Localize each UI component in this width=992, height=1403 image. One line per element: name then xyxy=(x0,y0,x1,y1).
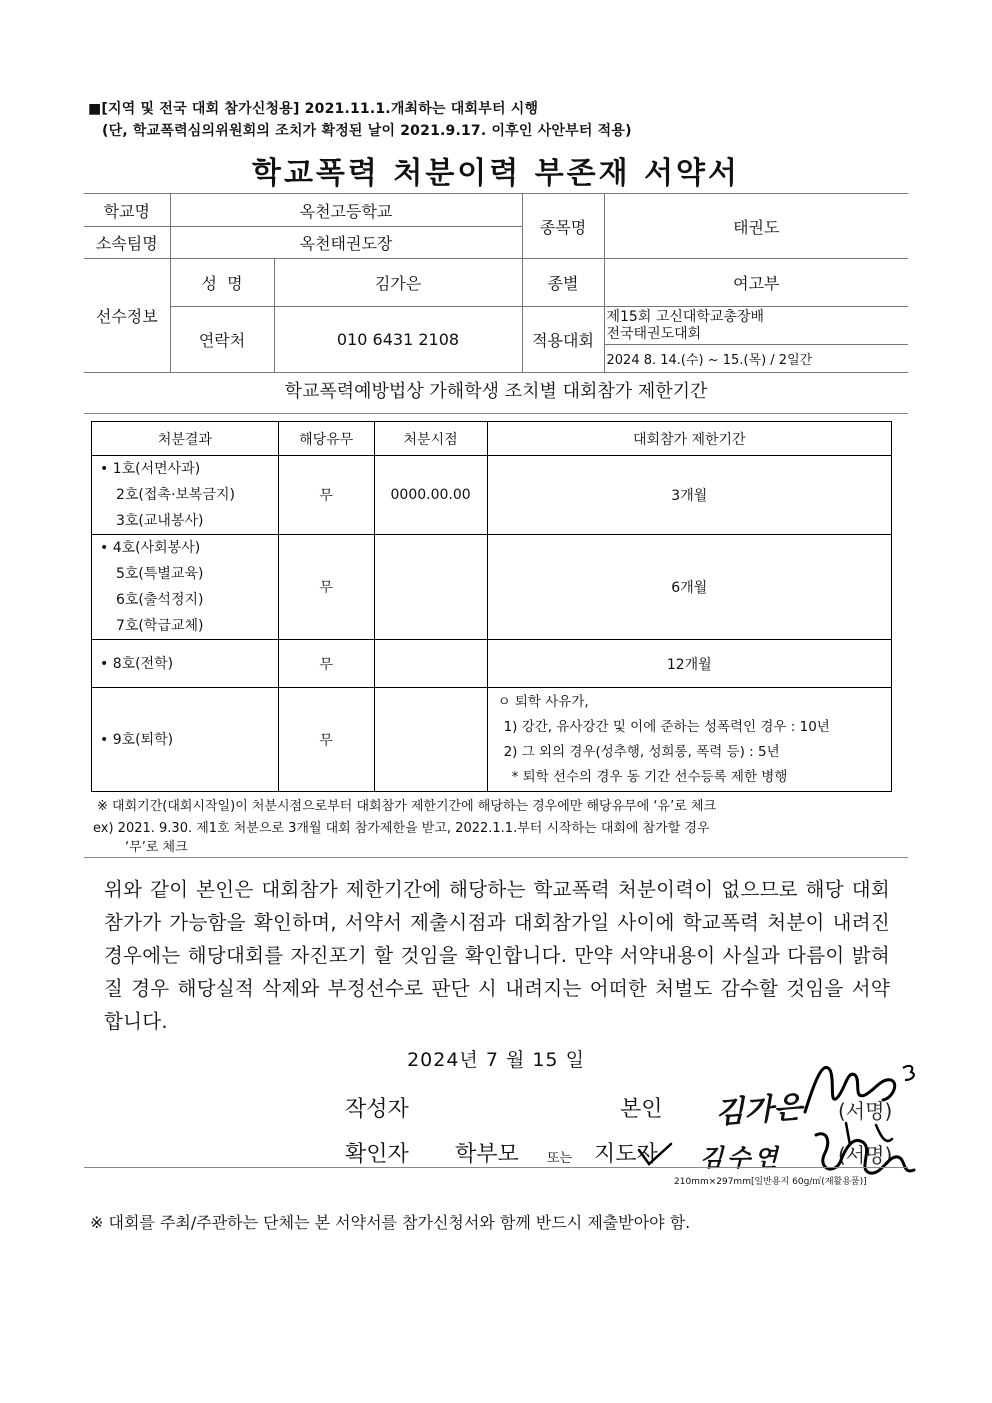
pledge-date: 2024년 7 월 15 일 xyxy=(407,1049,585,1071)
date-cell xyxy=(374,640,487,688)
seal-label-2: (서명) xyxy=(838,1143,893,1167)
signature-mark-1 xyxy=(795,1050,935,1125)
competition-name xyxy=(604,307,908,345)
date-cell xyxy=(374,535,487,640)
period-cell: 6개월 xyxy=(487,535,891,640)
note-2: ex) 2021. 9.30. 제1호 처분으로 3개월 대회 참가제한을 받고, 2022.1.1.부터 시작하는 대회에 참가할 경우 xyxy=(93,821,710,836)
note-3: ‘무’로 체크 xyxy=(125,840,188,855)
event-value: 태권도 xyxy=(604,194,908,259)
expulsion-note: * 퇴학 선수의 경우 동 기간 선수등록 제한 병행 xyxy=(511,768,788,785)
event-label: 종목명 xyxy=(522,194,604,259)
list-item: 2호(접촉·보복금지) xyxy=(116,487,235,503)
athlete-info-label: 선수정보 xyxy=(84,259,170,373)
team-value: 옥천태권도장 xyxy=(170,227,522,259)
table-row xyxy=(92,640,892,688)
footer-note: ※ 대회를 주최/주관하는 단체는 본 서약서를 참가신청서와 함께 반드시 제출받아야 함. xyxy=(90,1213,691,1232)
expulsion-reason: ㅇ 퇴학 사유가, xyxy=(497,693,589,710)
competition-name-line-1: 제15회 고신대학교총장배 xyxy=(606,308,765,325)
period-cell xyxy=(487,688,891,792)
document-title: 학교폭력 처분이력 부존재 서약서 xyxy=(251,156,741,191)
notice-line-2: (단, 학교폭력심의위원회의 조치가 확정된 날이 2021.9.17. 이후인 사안부터 적용) xyxy=(102,123,632,139)
note-1: ※ 대회기간(대회시작일)이 처분시점으로부터 대회참가 제한기간에 해당하는 경우에만 해당유무에 ‘유’로 체크 xyxy=(97,799,717,814)
competition-label: 적용대회 xyxy=(522,307,604,373)
info-table xyxy=(84,193,908,373)
applicable-cell: 무 xyxy=(278,456,374,535)
parent-handwritten-name: 김수연 xyxy=(700,1143,782,1172)
paper-spec: 210mm×297mm[일반용지 60g/㎡(재활용품)] xyxy=(674,1177,867,1187)
header-result: 처분결과 xyxy=(92,422,279,456)
signature-line-left xyxy=(84,1167,670,1168)
list-item: • 8호(전학) xyxy=(100,655,174,672)
result-cell xyxy=(92,456,279,535)
list-item: 7호(학급교체) xyxy=(116,618,204,634)
school-label: 학교명 xyxy=(84,194,170,227)
parent-label: 학부모 xyxy=(455,1142,519,1167)
team-label: 소속팀명 xyxy=(84,227,170,259)
self-handwritten-name: 김가은 xyxy=(714,1090,804,1131)
expulsion-rule-2: 2) 그 외의 경우(성추행, 성희롱, 폭력 등) : 5년 xyxy=(503,743,780,760)
notice-line-1: ■[지역 및 전국 대회 참가신청용] 2021.11.1.개최하는 대회부터 시행 xyxy=(88,101,539,117)
confirmer-label: 확인자 xyxy=(345,1142,409,1167)
period-cell: 12개월 xyxy=(487,640,891,688)
period-cell: 3개월 xyxy=(487,456,891,535)
table-row xyxy=(92,688,892,792)
table-row xyxy=(92,456,892,535)
name-value: 김가은 xyxy=(274,259,522,307)
restriction-table xyxy=(91,421,892,792)
list-item: • 4호(사회봉사) xyxy=(100,540,201,556)
category-label: 종별 xyxy=(522,259,604,307)
expulsion-rule-1: 1) 강간, 유사강간 및 이에 준하는 성폭력인 경우 : 10년 xyxy=(503,718,830,735)
result-cell xyxy=(92,640,279,688)
applicable-cell: 무 xyxy=(278,535,374,640)
or-label: 또는 xyxy=(547,1151,573,1166)
name-label: 성 명 xyxy=(170,259,274,307)
signature-line xyxy=(670,1167,908,1168)
self-label: 본인 xyxy=(620,1097,663,1122)
list-item: 6호(출석정지) xyxy=(116,592,204,608)
competition-name-line-2: 전국태권도대회 xyxy=(606,325,702,342)
list-item: 5호(특별교육) xyxy=(116,566,204,582)
contact-label: 연락처 xyxy=(170,307,274,373)
pledge-text: 위와 같이 본인은 대회참가 제한기간에 해당하는 학교폭력 처분이력이 없으므로 해당 대회 참가가 가능함을 확인하며, 서약서 제출시점과 대회참가일 사이에 학교폭력 처분이 내려진 경우에는 해당대회를 자진포기 할 것임을 확인합니다. 만약 서약내용이 사실과 다름이 밝혀질 경우 해당실적 삭제와 부정선수로 판단 시 내려지는 어떠한 처벌도 감수할 것임을 서약합니다. xyxy=(104,878,890,1033)
coach-label: 지도자 xyxy=(594,1142,658,1167)
divider xyxy=(84,857,908,858)
contact-value: 010 6431 2108 xyxy=(274,307,522,373)
header-period: 대회참가 제한기간 xyxy=(487,422,891,456)
writer-label: 작성자 xyxy=(345,1097,409,1122)
applicable-cell: 무 xyxy=(278,640,374,688)
date-cell xyxy=(374,688,487,792)
date-cell: 0000.00.00 xyxy=(374,456,487,535)
table-row xyxy=(92,535,892,640)
applicable-cell: 무 xyxy=(278,688,374,792)
school-value: 옥천고등학교 xyxy=(170,194,522,227)
result-cell xyxy=(92,688,279,792)
restriction-subtitle: 학교폭력예방법상 가해학생 조치별 대회참가 제한기간 xyxy=(84,375,908,414)
check-mark-icon xyxy=(635,1140,675,1170)
list-item: • 9호(퇴학) xyxy=(100,731,174,748)
list-item: • 1호(서면사과) xyxy=(100,461,201,477)
header-applicable: 해당유무 xyxy=(278,422,374,456)
header-date: 처분시점 xyxy=(374,422,487,456)
competition-date: 2024 8. 14.(수) ~ 15.(목) / 2일간 xyxy=(604,345,908,373)
category-value: 여고부 xyxy=(604,259,908,307)
seal-label-1: (서명) xyxy=(838,1099,893,1123)
list-item: 3호(교내봉사) xyxy=(116,513,204,529)
result-cell xyxy=(92,535,279,640)
